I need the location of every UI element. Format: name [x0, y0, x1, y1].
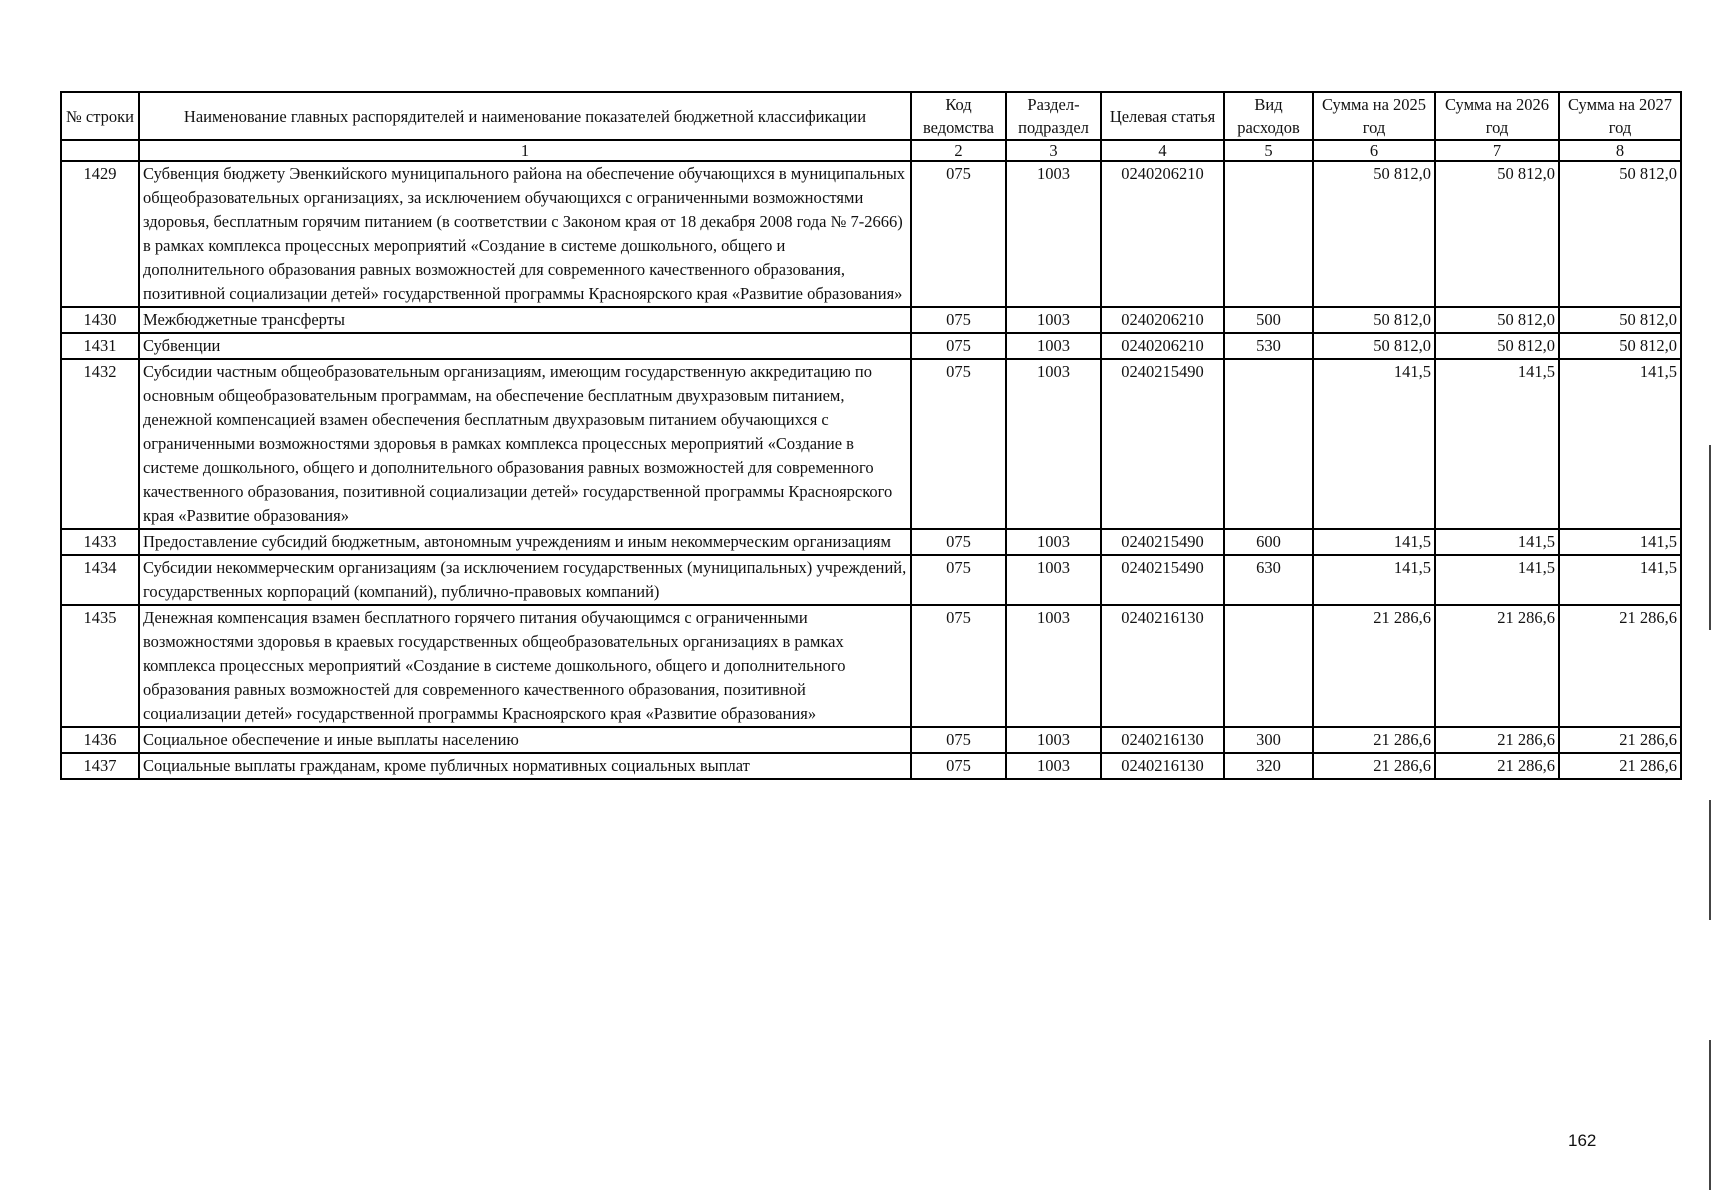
sum-2026: 50 812,0 [1435, 307, 1559, 333]
expense-type: 300 [1224, 727, 1313, 753]
expense-type [1224, 359, 1313, 529]
table-row [61, 605, 1681, 727]
dept-code: 075 [911, 161, 1006, 307]
table-row [61, 529, 1681, 555]
sum-2026: 141,5 [1435, 359, 1559, 529]
sum-2025: 50 812,0 [1313, 333, 1435, 359]
table-row [61, 727, 1681, 753]
header-name: Наименование главных распорядителей и наименование показателей бюджетной классификации [139, 92, 911, 140]
sum-2027: 21 286,6 [1559, 605, 1681, 727]
sum-2027: 141,5 [1559, 359, 1681, 529]
sum-2027: 50 812,0 [1559, 333, 1681, 359]
target-code: 0240215490 [1101, 555, 1224, 605]
sum-2026: 21 286,6 [1435, 727, 1559, 753]
expense-type [1224, 161, 1313, 307]
dept-code: 075 [911, 307, 1006, 333]
sum-2026: 21 286,6 [1435, 753, 1559, 779]
row-name: Субвенции [139, 333, 911, 359]
header-sum-2027: Сумма на 2027 год [1559, 92, 1681, 140]
section-code: 1003 [1006, 605, 1101, 727]
dept-code: 075 [911, 727, 1006, 753]
expense-type: 630 [1224, 555, 1313, 605]
sum-2025: 141,5 [1313, 555, 1435, 605]
column-number: 1 [139, 140, 911, 161]
sum-2026: 50 812,0 [1435, 333, 1559, 359]
target-code: 0240206210 [1101, 161, 1224, 307]
expense-type: 500 [1224, 307, 1313, 333]
header-dept-code: Код ведомства [911, 92, 1006, 140]
table-row [61, 753, 1681, 779]
sum-2025: 21 286,6 [1313, 727, 1435, 753]
scan-edge-mark [1709, 445, 1711, 630]
target-code: 0240215490 [1101, 359, 1224, 529]
table-row [61, 161, 1681, 307]
target-code: 0240216130 [1101, 753, 1224, 779]
expense-type: 320 [1224, 753, 1313, 779]
scan-edge-mark [1709, 800, 1711, 920]
row-name: Денежная компенсация взамен бесплатного горячего питания обучающимся с ограниченными возможностями здоровья в краевых государственных общеобразовательных организациях в рамках комплекса процессных мероприятий «Создание в системе дошкольного, общего и дополнительного образования равных возможностей для современного качественного образования, позитивной социализации детей» государственной программы Красноярского края «Развитие образования» [139, 605, 911, 727]
sum-2025: 21 286,6 [1313, 605, 1435, 727]
table-row [61, 359, 1681, 529]
header-row-no: № строки [61, 92, 139, 140]
sum-2026: 50 812,0 [1435, 161, 1559, 307]
column-number: 6 [1313, 140, 1435, 161]
row-number: 1432 [61, 359, 139, 529]
section-code: 1003 [1006, 359, 1101, 529]
column-number: 5 [1224, 140, 1313, 161]
row-number: 1433 [61, 529, 139, 555]
budget-table [60, 91, 1682, 780]
sum-2025: 50 812,0 [1313, 307, 1435, 333]
dept-code: 075 [911, 333, 1006, 359]
row-name: Субсидии некоммерческим организациям (за исключением государственных (муниципальных) учреждений, государственных корпораций (компаний), публично-правовых компаний) [139, 555, 911, 605]
row-name: Социальные выплаты гражданам, кроме публичных нормативных социальных выплат [139, 753, 911, 779]
row-name: Межбюджетные трансферты [139, 307, 911, 333]
header-section: Раздел- подраздел [1006, 92, 1101, 140]
sum-2025: 141,5 [1313, 529, 1435, 555]
sum-2025: 141,5 [1313, 359, 1435, 529]
table-row [61, 555, 1681, 605]
sum-2027: 21 286,6 [1559, 753, 1681, 779]
expense-type: 600 [1224, 529, 1313, 555]
sum-2026: 141,5 [1435, 529, 1559, 555]
sum-2025: 21 286,6 [1313, 753, 1435, 779]
target-code: 0240206210 [1101, 333, 1224, 359]
row-number: 1431 [61, 333, 139, 359]
column-number: 2 [911, 140, 1006, 161]
column-number: 3 [1006, 140, 1101, 161]
table-row [61, 333, 1681, 359]
sum-2027: 50 812,0 [1559, 161, 1681, 307]
sum-2027: 21 286,6 [1559, 727, 1681, 753]
row-name: Субсидии частным общеобразовательным организациям, имеющим государственную аккредитацию по основным общеобразовательным программам, на обеспечение бесплатным двухразовым питанием, денежной компенсацией взамен обеспечения бесплатным двухразовым питанием обучающихся с ограниченными возможностями здоровья в рамках комплекса процессных мероприятий «Создание в системе дошкольного, общего и дополнительного образования равных возможностей для современного качественного образования, позитивной социализации детей» государственной программы Красноярского края «Развитие образования» [139, 359, 911, 529]
target-code: 0240216130 [1101, 605, 1224, 727]
row-number: 1429 [61, 161, 139, 307]
sum-2027: 141,5 [1559, 555, 1681, 605]
column-number [61, 140, 139, 161]
sum-2026: 21 286,6 [1435, 605, 1559, 727]
target-code: 0240206210 [1101, 307, 1224, 333]
target-code: 0240216130 [1101, 727, 1224, 753]
row-number: 1434 [61, 555, 139, 605]
section-code: 1003 [1006, 307, 1101, 333]
header-target: Целевая статья [1101, 92, 1224, 140]
sum-2025: 50 812,0 [1313, 161, 1435, 307]
column-number: 8 [1559, 140, 1681, 161]
expense-type: 530 [1224, 333, 1313, 359]
scan-edge-mark [1709, 1040, 1711, 1190]
row-name: Социальное обеспечение и иные выплаты населению [139, 727, 911, 753]
header-row [61, 92, 1681, 140]
section-code: 1003 [1006, 333, 1101, 359]
column-number-row [61, 140, 1681, 161]
dept-code: 075 [911, 605, 1006, 727]
dept-code: 075 [911, 529, 1006, 555]
sum-2026: 141,5 [1435, 555, 1559, 605]
sum-2027: 141,5 [1559, 529, 1681, 555]
row-name: Субвенция бюджету Эвенкийского муниципального района на обеспечение обучающихся в муниципальных общеобразовательных организациях, за исключением обучающихся с ограниченными возможностями здоровья, бесплатным горячим питанием (в соответствии с Законом края от 18 декабря 2008 года № 7-2666) в рамках комплекса процессных мероприятий «Создание в системе дошкольного, общего и дополнительного образования равных возможностей для современного качественного образования, позитивной социализации детей» государственной программы Красноярского края «Развитие образования» [139, 161, 911, 307]
header-expense-type: Вид расходов [1224, 92, 1313, 140]
header-sum-2026: Сумма на 2026 год [1435, 92, 1559, 140]
dept-code: 075 [911, 555, 1006, 605]
section-code: 1003 [1006, 161, 1101, 307]
table-row [61, 307, 1681, 333]
dept-code: 075 [911, 753, 1006, 779]
row-number: 1437 [61, 753, 139, 779]
sum-2027: 50 812,0 [1559, 307, 1681, 333]
row-name: Предоставление субсидий бюджетным, автономным учреждениям и иным некоммерческим организациям [139, 529, 911, 555]
header-sum-2025: Сумма на 2025 год [1313, 92, 1435, 140]
dept-code: 075 [911, 359, 1006, 529]
section-code: 1003 [1006, 753, 1101, 779]
expense-type [1224, 605, 1313, 727]
section-code: 1003 [1006, 529, 1101, 555]
row-number: 1435 [61, 605, 139, 727]
row-number: 1436 [61, 727, 139, 753]
page-number: 162 [1568, 1131, 1597, 1150]
row-number: 1430 [61, 307, 139, 333]
section-code: 1003 [1006, 727, 1101, 753]
column-number: 4 [1101, 140, 1224, 161]
column-number: 7 [1435, 140, 1559, 161]
target-code: 0240215490 [1101, 529, 1224, 555]
section-code: 1003 [1006, 555, 1101, 605]
